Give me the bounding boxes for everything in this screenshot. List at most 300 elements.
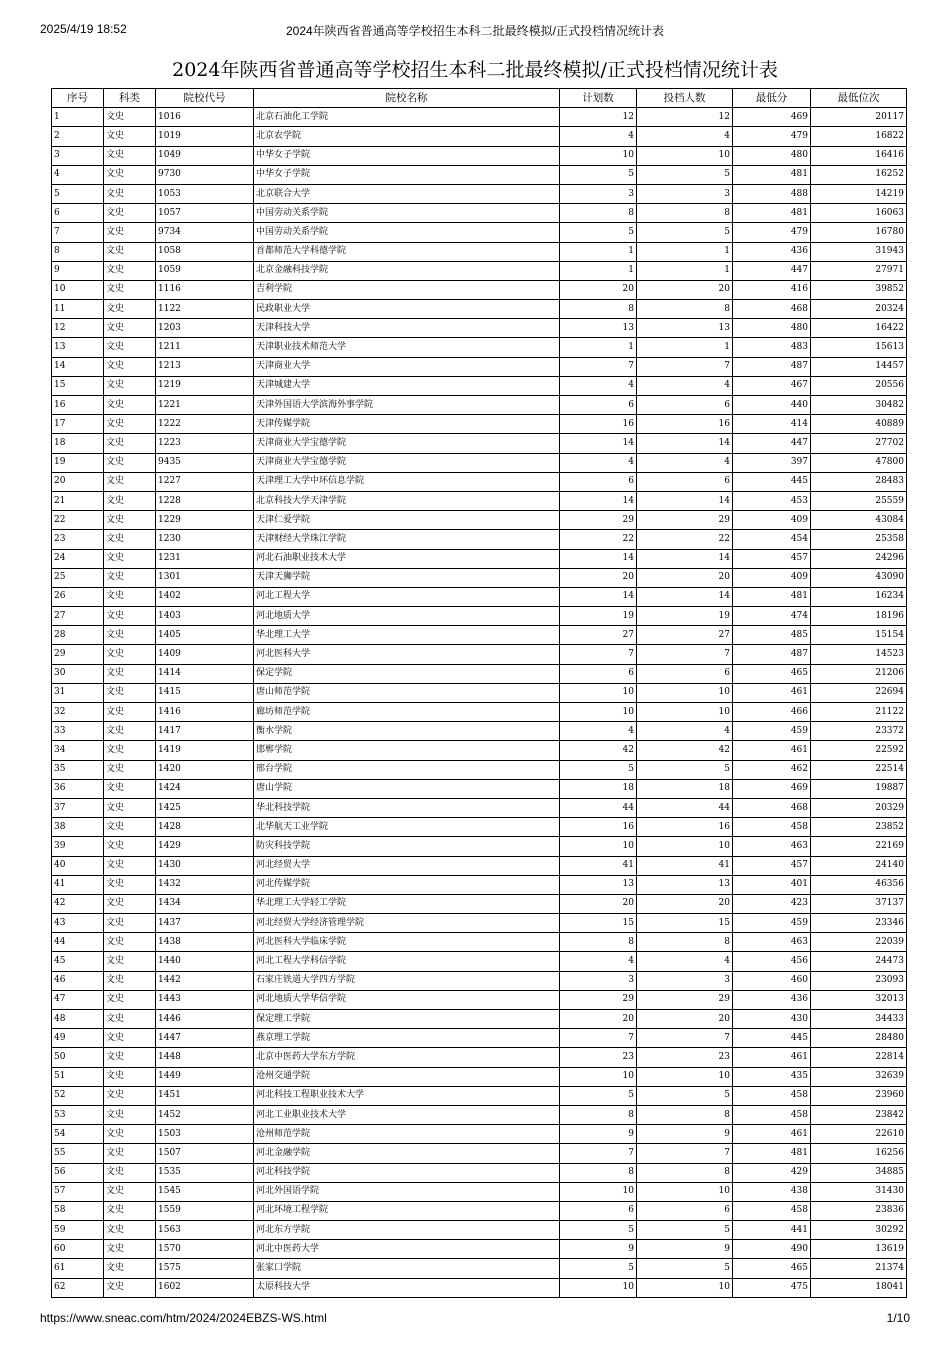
table-row [52, 722, 907, 741]
cell-school-code: 1452 [156, 1105, 254, 1124]
cell-min-score: 414 [733, 415, 811, 434]
cell-school-name: 河北科技学院 [254, 1163, 560, 1182]
cell-seq: 27 [52, 607, 104, 626]
cell-seq: 25 [52, 568, 104, 587]
cell-min-score: 456 [733, 952, 811, 971]
cell-school-code: 1449 [156, 1067, 254, 1086]
cell-category: 文史 [104, 1163, 156, 1182]
table-row [52, 1048, 907, 1067]
cell-category: 文史 [104, 184, 156, 203]
cell-school-code: 1448 [156, 1048, 254, 1067]
cell-min-rank: 23346 [811, 914, 907, 933]
cell-min-rank: 40889 [811, 415, 907, 434]
cell-school-code: 1440 [156, 952, 254, 971]
cell-seq: 2 [52, 127, 104, 146]
cell-school-name: 天津城建大学 [254, 376, 560, 395]
cell-school-code: 1403 [156, 607, 254, 626]
cell-plan-count: 1 [560, 338, 637, 357]
cell-school-code: 1438 [156, 933, 254, 952]
cell-plan-count: 8 [560, 204, 637, 223]
cell-admitted-count: 1 [637, 338, 733, 357]
cell-seq: 10 [52, 280, 104, 299]
cell-category: 文史 [104, 1259, 156, 1278]
table-row [52, 779, 907, 798]
cell-school-name: 石家庄铁道大学四方学院 [254, 971, 560, 990]
cell-min-rank: 47800 [811, 453, 907, 472]
cell-min-score: 458 [733, 818, 811, 837]
cell-school-code: 1425 [156, 798, 254, 817]
cell-min-score: 438 [733, 1182, 811, 1201]
cell-plan-count: 3 [560, 184, 637, 203]
cell-school-name: 河北地质大学 [254, 607, 560, 626]
cell-seq: 24 [52, 549, 104, 568]
cell-seq: 32 [52, 703, 104, 722]
table-row [52, 280, 907, 299]
cell-admitted-count: 8 [637, 300, 733, 319]
cell-min-rank: 22039 [811, 933, 907, 952]
cell-seq: 7 [52, 223, 104, 242]
cell-min-rank: 21374 [811, 1259, 907, 1278]
cell-school-name: 天津传媒学院 [254, 415, 560, 434]
cell-min-rank: 46356 [811, 875, 907, 894]
cell-school-code: 1230 [156, 530, 254, 549]
cell-plan-count: 5 [560, 1221, 637, 1240]
cell-seq: 37 [52, 798, 104, 817]
cell-category: 文史 [104, 933, 156, 952]
table-row [52, 242, 907, 261]
cell-school-code: 1231 [156, 549, 254, 568]
cell-plan-count: 4 [560, 376, 637, 395]
cell-category: 文史 [104, 664, 156, 683]
cell-category: 文史 [104, 1048, 156, 1067]
cell-min-rank: 27702 [811, 434, 907, 453]
cell-admitted-count: 29 [637, 990, 733, 1009]
cell-seq: 44 [52, 933, 104, 952]
cell-admitted-count: 10 [637, 703, 733, 722]
cell-min-rank: 20556 [811, 376, 907, 395]
cell-school-code: 9730 [156, 165, 254, 184]
cell-min-rank: 43084 [811, 511, 907, 530]
cell-plan-count: 27 [560, 626, 637, 645]
cell-seq: 36 [52, 779, 104, 798]
cell-admitted-count: 44 [637, 798, 733, 817]
cell-plan-count: 10 [560, 1278, 637, 1297]
cell-min-score: 480 [733, 319, 811, 338]
cell-min-score: 459 [733, 722, 811, 741]
cell-school-name: 中国劳动关系学院 [254, 204, 560, 223]
cell-seq: 23 [52, 530, 104, 549]
cell-school-name: 吉利学院 [254, 280, 560, 299]
cell-school-code: 1559 [156, 1201, 254, 1220]
cell-plan-count: 14 [560, 434, 637, 453]
cell-category: 文史 [104, 491, 156, 510]
cell-admitted-count: 7 [637, 645, 733, 664]
cell-school-code: 1430 [156, 856, 254, 875]
cell-min-score: 457 [733, 549, 811, 568]
table-row [52, 587, 907, 606]
cell-min-score: 461 [733, 741, 811, 760]
table-row [52, 434, 907, 453]
cell-min-rank: 34885 [811, 1163, 907, 1182]
table-row [52, 760, 907, 779]
cell-min-score: 441 [733, 1221, 811, 1240]
cell-category: 文史 [104, 875, 156, 894]
header-admitted-count: 投档人数 [637, 89, 733, 108]
cell-school-name: 沧州交通学院 [254, 1067, 560, 1086]
table-row [52, 108, 907, 127]
cell-admitted-count: 1 [637, 242, 733, 261]
cell-min-score: 462 [733, 760, 811, 779]
cell-category: 文史 [104, 242, 156, 261]
cell-admitted-count: 6 [637, 472, 733, 491]
cell-min-rank: 30482 [811, 396, 907, 415]
print-datetime: 2025/4/19 18:52 [40, 22, 127, 36]
cell-category: 文史 [104, 1029, 156, 1048]
cell-plan-count: 10 [560, 703, 637, 722]
table-row [52, 856, 907, 875]
cell-seq: 5 [52, 184, 104, 203]
cell-plan-count: 7 [560, 645, 637, 664]
cell-school-code: 1432 [156, 875, 254, 894]
table-row [52, 376, 907, 395]
cell-category: 文史 [104, 1144, 156, 1163]
cell-school-code: 1221 [156, 396, 254, 415]
cell-school-name: 北京农学院 [254, 127, 560, 146]
cell-seq: 33 [52, 722, 104, 741]
table-row [52, 683, 907, 702]
cell-seq: 17 [52, 415, 104, 434]
cell-min-score: 461 [733, 1048, 811, 1067]
cell-seq: 43 [52, 914, 104, 933]
cell-school-name: 河北外国语学院 [254, 1182, 560, 1201]
cell-school-code: 1419 [156, 741, 254, 760]
cell-seq: 28 [52, 626, 104, 645]
cell-min-score: 487 [733, 357, 811, 376]
cell-min-rank: 25559 [811, 491, 907, 510]
table-row [52, 568, 907, 587]
cell-min-rank: 16256 [811, 1144, 907, 1163]
cell-min-rank: 13619 [811, 1240, 907, 1259]
cell-category: 文史 [104, 357, 156, 376]
cell-school-name: 邯郸学院 [254, 741, 560, 760]
cell-min-score: 440 [733, 396, 811, 415]
cell-category: 文史 [104, 415, 156, 434]
cell-seq: 53 [52, 1105, 104, 1124]
cell-plan-count: 5 [560, 1086, 637, 1105]
cell-school-name: 河北科技工程职业技术大学 [254, 1086, 560, 1105]
table-row [52, 952, 907, 971]
cell-admitted-count: 22 [637, 530, 733, 549]
cell-school-name: 北京中医药大学东方学院 [254, 1048, 560, 1067]
cell-plan-count: 5 [560, 165, 637, 184]
cell-plan-count: 44 [560, 798, 637, 817]
table-row [52, 491, 907, 510]
cell-school-code: 1405 [156, 626, 254, 645]
cell-admitted-count: 10 [637, 837, 733, 856]
cell-plan-count: 12 [560, 108, 637, 127]
cell-school-name: 河北医科大学临床学院 [254, 933, 560, 952]
cell-min-score: 467 [733, 376, 811, 395]
cell-plan-count: 6 [560, 472, 637, 491]
cell-plan-count: 6 [560, 1201, 637, 1220]
table-row [52, 1125, 907, 1144]
cell-min-score: 468 [733, 300, 811, 319]
cell-school-name: 天津外国语大学滨海外事学院 [254, 396, 560, 415]
cell-school-name: 太原科技大学 [254, 1278, 560, 1297]
cell-plan-count: 6 [560, 664, 637, 683]
cell-school-name: 首都师范大学科德学院 [254, 242, 560, 261]
cell-admitted-count: 8 [637, 1105, 733, 1124]
cell-admitted-count: 10 [637, 683, 733, 702]
cell-category: 文史 [104, 990, 156, 1009]
cell-school-name: 保定学院 [254, 664, 560, 683]
cell-admitted-count: 8 [637, 204, 733, 223]
cell-plan-count: 4 [560, 453, 637, 472]
cell-plan-count: 7 [560, 357, 637, 376]
cell-school-code: 1437 [156, 914, 254, 933]
cell-category: 文史 [104, 434, 156, 453]
cell-seq: 54 [52, 1125, 104, 1144]
cell-plan-count: 9 [560, 1125, 637, 1144]
cell-school-code: 1053 [156, 184, 254, 203]
cell-min-rank: 37137 [811, 894, 907, 913]
cell-seq: 49 [52, 1029, 104, 1048]
table-row [52, 933, 907, 952]
cell-min-rank: 16416 [811, 146, 907, 165]
cell-seq: 41 [52, 875, 104, 894]
cell-min-score: 468 [733, 798, 811, 817]
cell-min-score: 429 [733, 1163, 811, 1182]
cell-min-rank: 28483 [811, 472, 907, 491]
cell-category: 文史 [104, 779, 156, 798]
cell-min-score: 416 [733, 280, 811, 299]
cell-min-rank: 28480 [811, 1029, 907, 1048]
cell-school-code: 1213 [156, 357, 254, 376]
cell-plan-count: 8 [560, 1163, 637, 1182]
cell-plan-count: 5 [560, 760, 637, 779]
cell-admitted-count: 20 [637, 568, 733, 587]
cell-min-rank: 14523 [811, 645, 907, 664]
cell-school-name: 沧州师范学院 [254, 1125, 560, 1144]
table-row [52, 1221, 907, 1240]
cell-school-code: 1229 [156, 511, 254, 530]
cell-category: 文史 [104, 587, 156, 606]
cell-school-name: 河北经贸大学经济管理学院 [254, 914, 560, 933]
cell-school-code: 1301 [156, 568, 254, 587]
cell-school-name: 北京石油化工学院 [254, 108, 560, 127]
cell-min-rank: 30292 [811, 1221, 907, 1240]
cell-min-score: 463 [733, 933, 811, 952]
cell-min-score: 435 [733, 1067, 811, 1086]
cell-school-name: 邢台学院 [254, 760, 560, 779]
cell-admitted-count: 13 [637, 875, 733, 894]
cell-min-score: 481 [733, 1144, 811, 1163]
cell-school-name: 中国劳动关系学院 [254, 223, 560, 242]
cell-min-rank: 43090 [811, 568, 907, 587]
table-row [52, 875, 907, 894]
cell-category: 文史 [104, 722, 156, 741]
cell-admitted-count: 10 [637, 1067, 733, 1086]
table-row [52, 184, 907, 203]
cell-school-name: 天津天狮学院 [254, 568, 560, 587]
cell-school-code: 1434 [156, 894, 254, 913]
cell-admitted-count: 4 [637, 952, 733, 971]
cell-plan-count: 13 [560, 319, 637, 338]
cell-seq: 60 [52, 1240, 104, 1259]
cell-admitted-count: 9 [637, 1125, 733, 1144]
cell-min-score: 490 [733, 1240, 811, 1259]
table-row [52, 837, 907, 856]
cell-school-name: 河北石油职业技术大学 [254, 549, 560, 568]
table-row [52, 914, 907, 933]
cell-category: 文史 [104, 760, 156, 779]
table-row [52, 1067, 907, 1086]
cell-min-rank: 18196 [811, 607, 907, 626]
cell-category: 文史 [104, 607, 156, 626]
cell-seq: 21 [52, 491, 104, 510]
cell-min-rank: 16234 [811, 587, 907, 606]
cell-school-name: 北京金融科技学院 [254, 261, 560, 280]
cell-min-rank: 18041 [811, 1278, 907, 1297]
cell-school-name: 河北工程大学 [254, 587, 560, 606]
header-min-rank: 最低位次 [811, 89, 907, 108]
cell-plan-count: 20 [560, 280, 637, 299]
cell-min-score: 461 [733, 683, 811, 702]
cell-min-rank: 22814 [811, 1048, 907, 1067]
cell-school-code: 1219 [156, 376, 254, 395]
cell-min-rank: 15613 [811, 338, 907, 357]
cell-school-code: 1223 [156, 434, 254, 453]
cell-category: 文史 [104, 683, 156, 702]
header-school-code: 院校代号 [156, 89, 254, 108]
cell-seq: 51 [52, 1067, 104, 1086]
cell-seq: 58 [52, 1201, 104, 1220]
cell-category: 文史 [104, 568, 156, 587]
cell-plan-count: 20 [560, 568, 637, 587]
footer-url: https://www.sneac.com/htm/2024/2024EBZS-WS.html [40, 1311, 327, 1325]
cell-school-name: 天津商业大学宝德学院 [254, 453, 560, 472]
cell-seq: 26 [52, 587, 104, 606]
cell-category: 文史 [104, 261, 156, 280]
header-school-name: 院校名称 [254, 89, 560, 108]
cell-school-code: 1416 [156, 703, 254, 722]
cell-min-rank: 16822 [811, 127, 907, 146]
cell-min-score: 480 [733, 146, 811, 165]
cell-school-code: 1442 [156, 971, 254, 990]
cell-min-score: 466 [733, 703, 811, 722]
cell-plan-count: 8 [560, 1105, 637, 1124]
cell-admitted-count: 8 [637, 1163, 733, 1182]
cell-seq: 47 [52, 990, 104, 1009]
cell-min-score: 436 [733, 990, 811, 1009]
cell-min-score: 436 [733, 242, 811, 261]
cell-seq: 1 [52, 108, 104, 127]
cell-admitted-count: 16 [637, 415, 733, 434]
cell-seq: 59 [52, 1221, 104, 1240]
cell-school-name: 河北工业职业技术大学 [254, 1105, 560, 1124]
table-row [52, 511, 907, 530]
cell-min-score: 481 [733, 165, 811, 184]
cell-min-score: 463 [733, 837, 811, 856]
cell-seq: 62 [52, 1278, 104, 1297]
cell-plan-count: 9 [560, 1240, 637, 1259]
cell-min-score: 409 [733, 568, 811, 587]
cell-school-code: 1222 [156, 415, 254, 434]
cell-school-name: 河北经贸大学 [254, 856, 560, 875]
table-row [52, 1259, 907, 1278]
cell-admitted-count: 14 [637, 587, 733, 606]
cell-plan-count: 10 [560, 837, 637, 856]
cell-seq: 38 [52, 818, 104, 837]
cell-admitted-count: 3 [637, 971, 733, 990]
cell-school-code: 1575 [156, 1259, 254, 1278]
cell-school-code: 1057 [156, 204, 254, 223]
cell-admitted-count: 8 [637, 933, 733, 952]
cell-school-name: 衡水学院 [254, 722, 560, 741]
cell-category: 文史 [104, 319, 156, 338]
cell-min-rank: 31430 [811, 1182, 907, 1201]
cell-seq: 9 [52, 261, 104, 280]
cell-category: 文史 [104, 1067, 156, 1086]
table-row [52, 818, 907, 837]
cell-plan-count: 10 [560, 146, 637, 165]
cell-category: 文史 [104, 1010, 156, 1029]
cell-admitted-count: 18 [637, 779, 733, 798]
table-row [52, 1144, 907, 1163]
cell-category: 文史 [104, 376, 156, 395]
cell-category: 文史 [104, 818, 156, 837]
cell-seq: 22 [52, 511, 104, 530]
cell-plan-count: 10 [560, 683, 637, 702]
cell-min-rank: 16780 [811, 223, 907, 242]
cell-min-score: 458 [733, 1086, 811, 1105]
cell-school-code: 1451 [156, 1086, 254, 1105]
cell-school-name: 天津仁爱学院 [254, 511, 560, 530]
cell-seq: 12 [52, 319, 104, 338]
cell-plan-count: 18 [560, 779, 637, 798]
cell-school-code: 1414 [156, 664, 254, 683]
cell-school-name: 天津科技大学 [254, 319, 560, 338]
cell-school-code: 1446 [156, 1010, 254, 1029]
cell-school-name: 华北理工大学轻工学院 [254, 894, 560, 913]
cell-category: 文史 [104, 856, 156, 875]
cell-min-rank: 22610 [811, 1125, 907, 1144]
cell-admitted-count: 6 [637, 664, 733, 683]
table-row [52, 1201, 907, 1220]
cell-school-code: 1016 [156, 108, 254, 127]
cell-seq: 30 [52, 664, 104, 683]
cell-school-name: 河北环境工程学院 [254, 1201, 560, 1220]
cell-min-rank: 23372 [811, 722, 907, 741]
cell-min-rank: 16422 [811, 319, 907, 338]
cell-plan-count: 14 [560, 491, 637, 510]
cell-category: 文史 [104, 530, 156, 549]
cell-category: 文史 [104, 741, 156, 760]
cell-plan-count: 29 [560, 511, 637, 530]
table-row [52, 894, 907, 913]
cell-min-score: 447 [733, 261, 811, 280]
cell-min-rank: 22592 [811, 741, 907, 760]
cell-seq: 39 [52, 837, 104, 856]
table-row [52, 1182, 907, 1201]
cell-seq: 11 [52, 300, 104, 319]
cell-category: 文史 [104, 645, 156, 664]
footer-page-number: 1/10 [886, 1311, 910, 1325]
cell-admitted-count: 5 [637, 760, 733, 779]
cell-seq: 16 [52, 396, 104, 415]
cell-admitted-count: 12 [637, 108, 733, 127]
table-row [52, 165, 907, 184]
